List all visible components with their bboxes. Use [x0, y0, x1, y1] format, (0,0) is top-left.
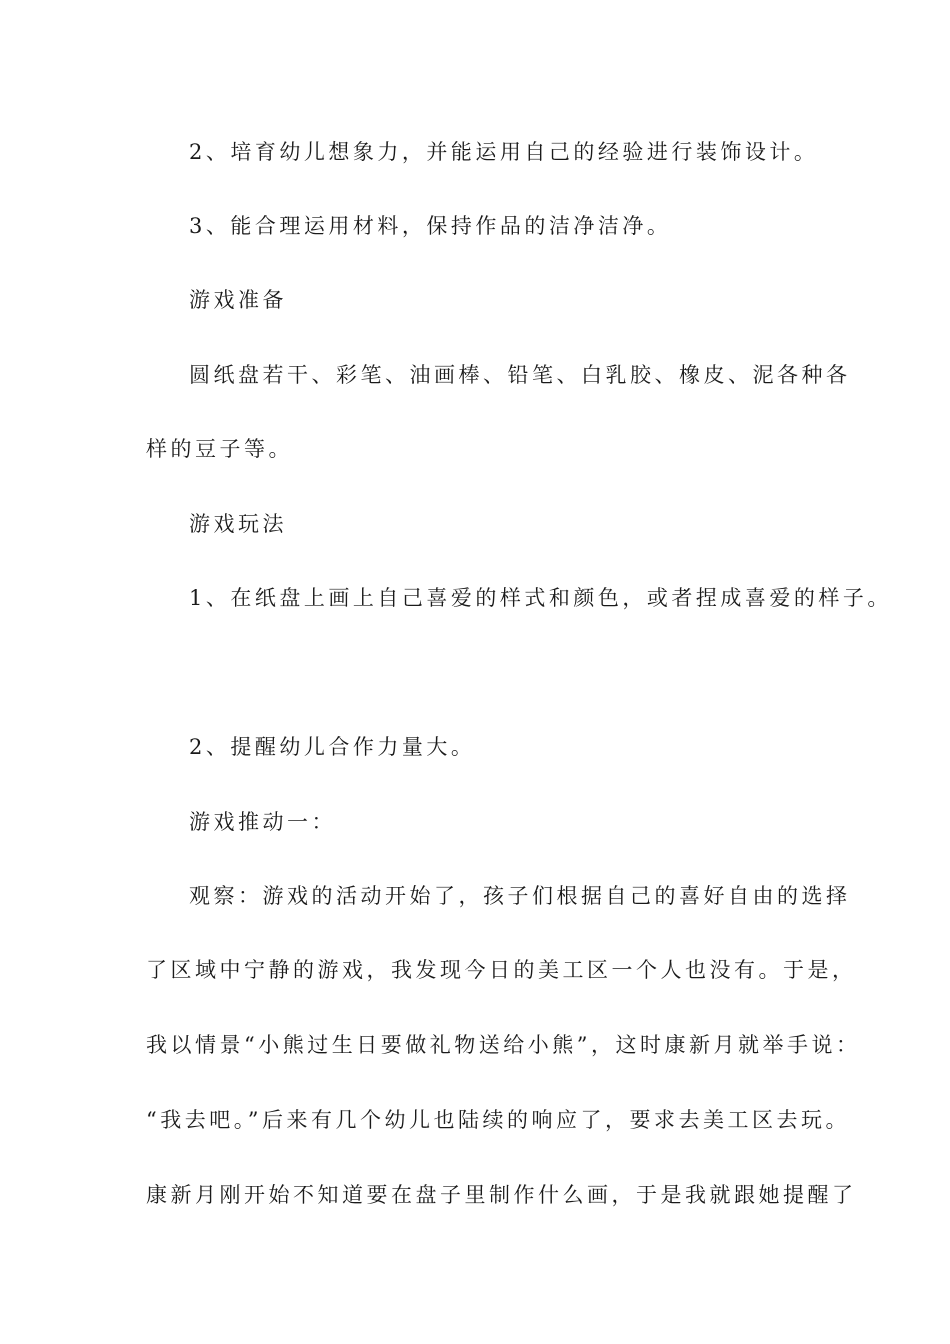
observation-paragraph-line-3: 我以情景“小熊过生日要做礼物送给小熊”，这时康新月就举手说：	[146, 1033, 861, 1057]
observation-paragraph-line-4: “我去吧。”后来有几个幼儿也陆续的响应了，要求去美工区去玩。	[146, 1108, 850, 1132]
preparation-materials-line-2: 样的豆子等。	[146, 437, 293, 461]
heading-game-preparation: 游戏准备	[189, 288, 287, 312]
preparation-materials-line-1: 圆纸盘若干、彩笔、油画棒、铅笔、白乳胶、橡皮、泥各种各	[189, 363, 851, 387]
heading-game-advance-1: 游戏推动一：	[189, 810, 336, 834]
rule-1: 1、在纸盘上画上自己喜爱的样式和颜色，或者捏成喜爱的样子。	[189, 586, 892, 610]
heading-game-rules: 游戏玩法	[189, 512, 287, 536]
objective-3: 3、能合理运用材料，保持作品的洁净洁净。	[189, 214, 672, 238]
observation-paragraph-line-2: 了区域中宁静的游戏，我发现今日的美工区一个人也没有。于是，	[146, 958, 857, 982]
observation-paragraph-line-5: 康新月刚开始不知道要在盘子里制作什么画，于是我就跟她提醒了	[146, 1183, 857, 1207]
observation-paragraph-line-1: 观察：游戏的活动开始了，孩子们根据自己的喜好自由的选择	[189, 884, 851, 908]
objective-2: 2、培育幼儿想象力，并能运用自己的经验进行装饰设计。	[189, 140, 819, 164]
rule-2: 2、提醒幼儿合作力量大。	[189, 735, 476, 759]
